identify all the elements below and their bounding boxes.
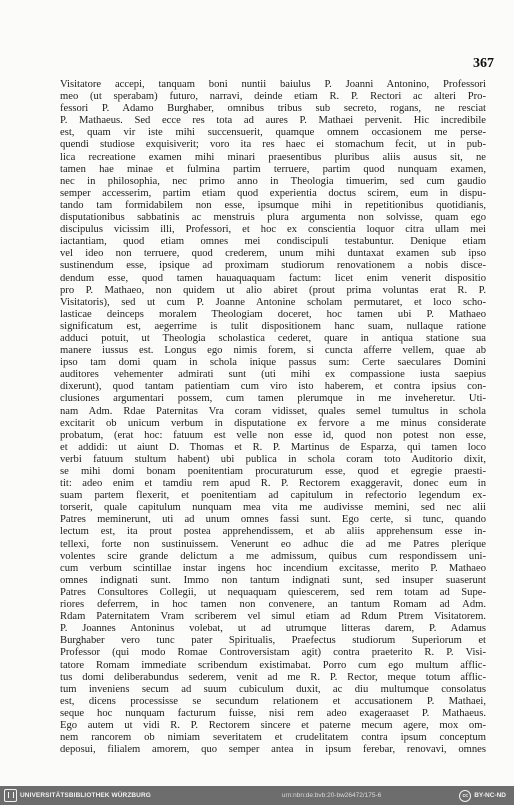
text-line: nec in philosophia, nec primo anno in Theologia timuerim, sed cum gaudio: [60, 175, 486, 187]
text-line: dendum esse, quod tamen hauaquaquam factum: licet enim venerit dispositio: [60, 272, 486, 284]
text-line: volentes scire grande delictum a me admissum, quibus cum respondissem uni-: [60, 550, 486, 562]
text-line: tamen hae minae et fulmina partim terruere, partim quod nunquam examen,: [60, 163, 486, 175]
text-line: suam partem flexerit, et poenitentiam ad capitulum in refectorio legendum ex-: [60, 490, 486, 502]
text-line: disputationibus sabbatinis ac menstruis plura argumenta non solvisse, quam ego: [60, 212, 486, 224]
text-line: est, dicens processisse se secundum relationem et accusationem P. Mathaei,: [60, 695, 486, 707]
text-line: se mihi domi bonam poenitentiam procuraturum esse, quod et egregie praesti-: [60, 466, 486, 477]
text-line: manere iussus est. Longus ego nimis forem, si cuncta afferre vellem, quae ab: [60, 345, 486, 357]
text-line: deposui, filialem amorem, quo semper antea in ipsum ferebar, renovavi, omnes: [60, 744, 486, 756]
library-logo-icon: [4, 789, 17, 802]
text-line: verbi fatuum stultum habent) ubi publica in schola coram toto Auditorio dixit,: [60, 453, 486, 465]
text-line: Patres Consultores Collegii, ut nequaquam quiescerem, sed rem totam ad Supe-: [60, 586, 486, 598]
urn-identifier[interactable]: urn:nbn:de:bvb:20-bw26472/175-6: [281, 792, 382, 799]
text-line: excitarit ob unicum verbum in disputatione ex fervore a me minus considerate: [60, 417, 486, 429]
text-line: Ego autem ut vidi R. P. Rectorem sincere et paterne mecum agere, mox om-: [60, 719, 486, 731]
text-line: Visitatore accepi, tanquam boni nuntii baiulus P. Joanni Antonino, Professori: [60, 79, 486, 90]
text-line: iactantiam, quod etiam omnes mei condiscipuli testabuntur. Denique etiam: [60, 236, 486, 248]
text-line: pro P. Mathaeo, non quidem ut alio abiret (prout prima voluntas erat R. P.: [60, 284, 486, 296]
text-line: Patres meminerunt, uti ad unum omnes fassi sunt. Ego certe, si tunc, quando: [60, 514, 486, 526]
text-line: seque hoc nunquam facturum fuisse, nisi rem adeo exageraaset P. Mathaeus.: [60, 707, 486, 719]
text-line: torserit, quale capitulum nunquam mea vita me audivisse memini, sed nec alii: [60, 502, 486, 514]
text-line: semper accesserim, partim etiam quod experientia doctus scirem, eum in dispu-: [60, 187, 486, 199]
text-line: auditores vehementer admirati sunt (uti mihi ex compassione iusta saepius: [60, 369, 486, 381]
text-line: cum verbum scintillae instar ingens hoc incendium excitasse, merito P. Mathaeo: [60, 562, 486, 574]
text-line: clusiones argumentari possem, cum tamen plerumque in me inveheretur. Uti-: [60, 393, 486, 405]
text-line: quendi studiose exquisiverit; voro ita res haec ei stomachum fecit, ut in pub-: [60, 139, 486, 151]
text-line: Rdam Paternitatem Vram scriberem vel simul etiam ad Rdum Ptrem Visitatorem.: [60, 611, 486, 623]
text-line: tatore Romam immediate scribendum existimabat. Porro cum ego multum afflic-: [60, 659, 486, 671]
text-line: tum inveniens secum ad suum cubiculum duxit, ac diu multumque consolatus: [60, 683, 486, 695]
library-name: UNIVERSITÄTSBIBLIOTHEK WÜRZBURG: [20, 792, 151, 799]
text-line: P. Joannes Antoninus volebat, ut ad utrumque litteras darem, P. Adamus: [60, 623, 486, 635]
text-line: significatum est, aegerrime is tulit dispositionem hanc suam, nullaque ratione: [60, 320, 486, 332]
library-logo: [0, 789, 204, 802]
text-line: riores deferrem, in hoc tamen non convenere, an tantum Romam ad Adm.: [60, 599, 486, 611]
text-line: tus domi deliberabundus sederem, venit ad me R. P. Rector, meque totum afflic-: [60, 671, 486, 683]
body-text: [60, 79, 486, 756]
text-line: tellexi, forte non sustinuissem. Venerunt eo adhuc die ad me Patres plerique: [60, 538, 486, 550]
text-line: sustinendum esse, ipsique ad proximam studiorum renovationem a nobis disce-: [60, 260, 486, 272]
license-label: BY-NC-ND: [474, 792, 506, 799]
text-line: tando tam formidabilem non esse, ipsumque mihi in repetitionibus quotidianis,: [60, 199, 486, 211]
text-line: vel ideo non terruere, quod crederem, unum mihi duntaxat examen sub ipso: [60, 248, 486, 260]
text-line: Visitatoris), sed ut cum P. Joanne Antonine scholam permutaret, et loco scho-: [60, 296, 486, 308]
text-line: lasticae deinceps moralem Theologiam doceret, hoc tamen ubi P. Mathaeo: [60, 308, 486, 320]
text-line: Professor (qui modo Romae Controversistam agit) contra praeterito R. P. Visi-: [60, 647, 486, 659]
text-line: probatum, (erat hoc: fatuum est velle non esse id, quod non potest non esse,: [60, 429, 486, 441]
text-line: P. Mathaeus. Sed ecce res tota ad aures P. Mathaei pervenit. Hic incredibile: [60, 115, 486, 127]
text-line: Burghaber vero tunc pater Spiritualis, Praefectus studiorum Superiorum et: [60, 635, 486, 647]
text-line: nam Adm. Rdae Paternitas Vra coram vidisset, quales semel tumultus in schola: [60, 405, 486, 417]
text-line: et addidi: ut aiunt D. Thomas et R. P. Martinus de Esparza, qui tamen loco: [60, 441, 486, 453]
text-line: meo (ut sperabam) futuro, narravi, deinde etiam R. P. Rectori ac alteri Pro-: [60, 91, 486, 103]
text-line: lectum est, ita prout postea apprehendissem, et ab aliis apprehensum esse in-: [60, 526, 486, 538]
text-line: discipulus vicissim illi, Professori, et hoc ex conscientia loquor citra ullam mei: [60, 224, 486, 236]
license-badge[interactable]: [459, 790, 514, 802]
footer-bar: [0, 786, 514, 805]
text-line: ipso tam domi quam in schola inique passus sum: Certe saeculares Domini: [60, 357, 486, 369]
creative-commons-icon: cc: [459, 790, 471, 802]
text-line: dixerunt), quod tantam patientiam cum viro isto haberem, et contra ipsius con-: [60, 381, 486, 393]
text-line: nem rancorem ob nimiam severitatem et crudelitatem contra ipsum conceptum: [60, 732, 486, 744]
text-line: adduci potuit, ut Theologia scholastica cederet, quare in antiqua statione sua: [60, 332, 486, 344]
text-line: fessori P. Adamo Burghaber, omnibus tribus sub secreto, rogans, ne resciat: [60, 103, 486, 115]
text-line: lica recreatione examen mihi minari praesentibus pluribus aliis ausus sit, ne: [60, 151, 486, 163]
text-line: tit: adeo enim et tamdiu rem apud R. P. Rectorem exaggeravit, donec eum in: [60, 478, 486, 490]
page-number: 367: [473, 56, 494, 71]
text-line: omnes indignati sunt. Immo non tantum indignati sunt, sed insuper suaserunt: [60, 574, 486, 586]
text-line: est, quam vir iste mihi succensuerit, quamque omnem occasionem me perse-: [60, 127, 486, 139]
